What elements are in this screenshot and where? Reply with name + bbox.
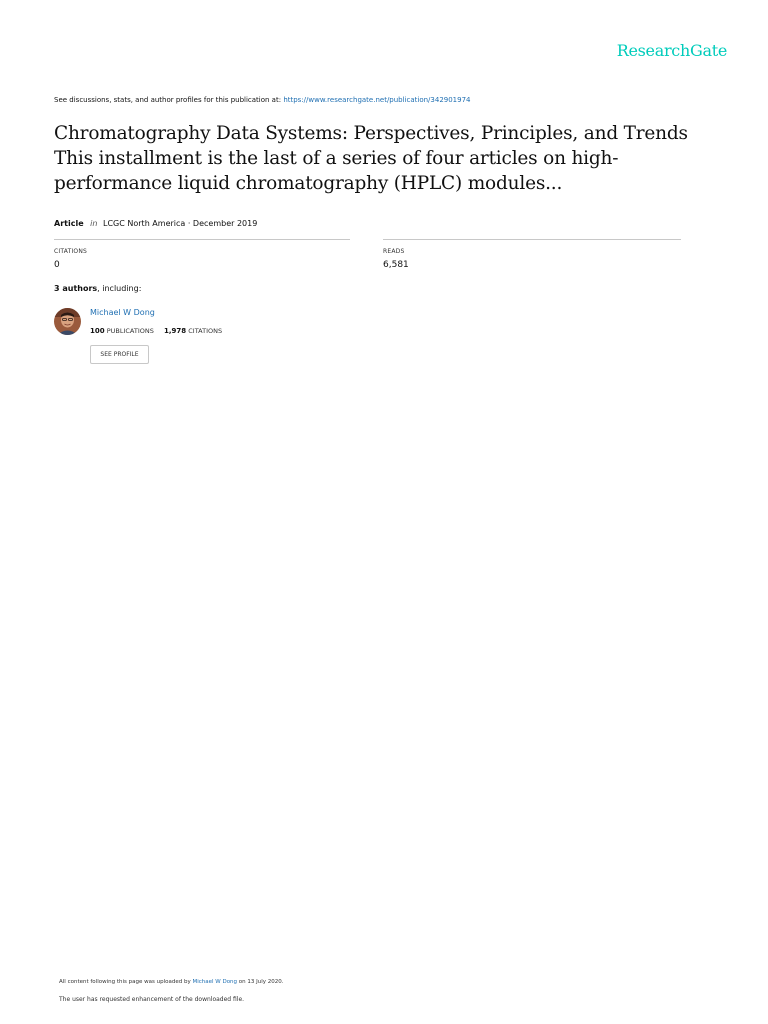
journal-date: LCGC North America · December 2019 [103, 219, 258, 228]
publication-title: Chromatography Data Systems: Perspectives, Principles, and Trends This installment is the last of a series of four articles on high-performance liquid chromatography (HPLC) modules... [54, 123, 688, 194]
reads-stat [383, 239, 681, 270]
publication-meta [54, 219, 257, 228]
upload-suffix: on 13 July 2020. [238, 979, 284, 985]
publication-type: Article [54, 219, 84, 228]
profile-notice [54, 96, 471, 104]
citations-stat [54, 239, 350, 270]
author-name-link[interactable]: Michael W Dong [90, 308, 155, 317]
author-publications-count: 100 [90, 327, 105, 335]
see-profile-button[interactable]: SEE PROFILE [90, 345, 149, 364]
author-citations-label: CITATIONS [188, 327, 223, 335]
author-photo-icon [54, 308, 81, 335]
publication-link[interactable]: https://www.researchgate.net/publication/342901974 [283, 96, 471, 104]
notice-text: See discussions, stats, and author profiles for this publication at: [54, 96, 282, 104]
citations-label: CITATIONS [54, 248, 88, 255]
upload-notice [59, 979, 284, 985]
in-label: in [90, 219, 98, 228]
citations-value: 0 [54, 260, 60, 270]
researchgate-logo[interactable]: ResearchGate [616, 41, 727, 60]
upload-prefix: All content following this page was uploaded by [59, 979, 191, 985]
reads-label: READS [383, 248, 405, 255]
author-citations-count: 1,978 [164, 327, 187, 335]
authors-including-label: , including: [97, 284, 142, 293]
author-publications-label: PUBLICATIONS [106, 327, 154, 335]
uploader-link[interactable]: Michael W Dong [192, 979, 238, 985]
author-stats [90, 327, 222, 335]
reads-value: 6,581 [383, 260, 409, 270]
enhancement-note: The user has requested enhancement of the downloaded file. [59, 996, 245, 1003]
authors-count [54, 284, 141, 293]
authors-count-label: 3 authors [54, 284, 98, 293]
author-avatar[interactable] [54, 308, 81, 335]
